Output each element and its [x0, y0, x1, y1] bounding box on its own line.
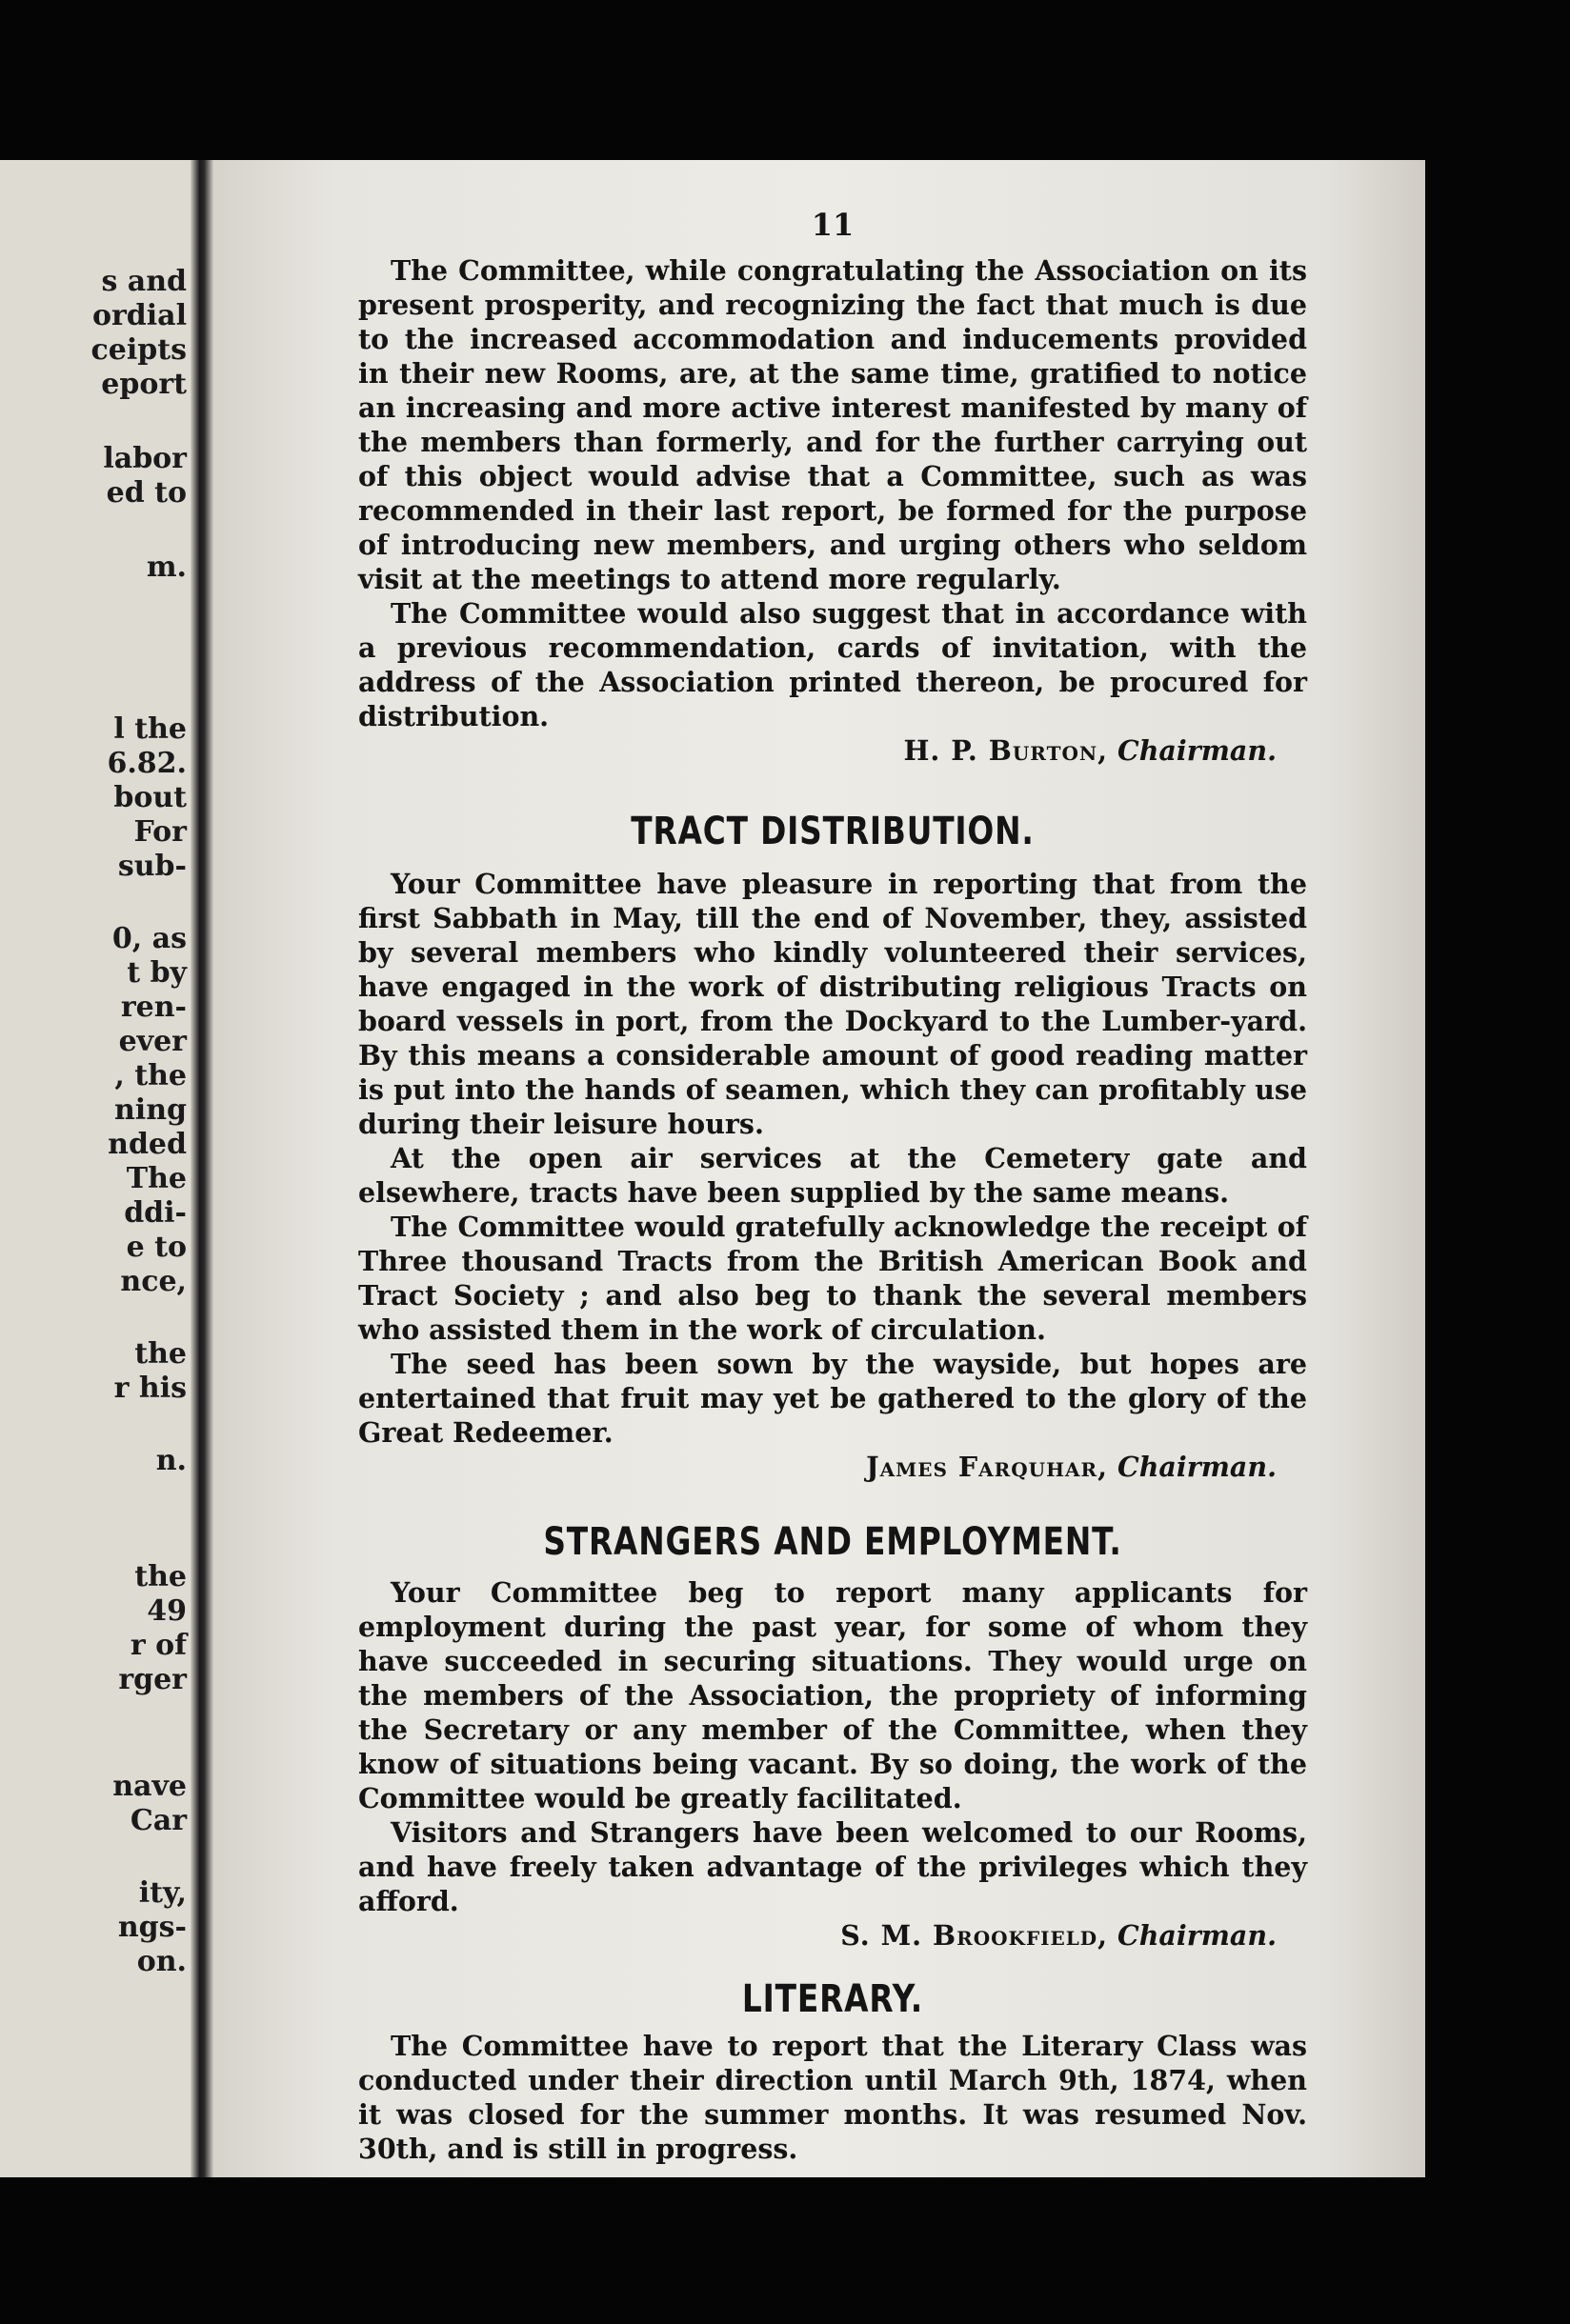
- left-page-text-fragment: t by: [127, 956, 187, 990]
- left-page-text-fragment: , the: [114, 1059, 187, 1092]
- left-page-text-fragment: r of: [130, 1629, 187, 1662]
- left-page-text-fragment: l the: [113, 712, 187, 746]
- tract-paragraph-4: The seed has been sown by the wayside, but hopes are entertained that fruit may yet be gathered to the glory of the Great Redeemer.: [358, 1348, 1307, 1449]
- section-heading: TRACT DISTRIBUTION.: [631, 810, 1035, 853]
- left-page-text-fragment: the: [134, 1337, 187, 1371]
- page-content: [358, 196, 1307, 2166]
- left-page-text-fragment: nce,: [120, 1265, 187, 1298]
- left-page-text-fragment: eport: [101, 368, 187, 401]
- left-page-text-fragment: Car: [130, 1804, 187, 1837]
- left-page-text-fragment: rger: [118, 1663, 187, 1696]
- strangers-signature: [358, 1918, 1307, 1953]
- left-page-text-fragment: nave: [112, 1770, 187, 1803]
- signature-name: James Farquhar,: [866, 1451, 1109, 1483]
- strangers-section: [358, 1520, 1307, 1953]
- signature-title: Chairman.: [1117, 734, 1277, 767]
- signature-title: Chairman.: [1117, 1451, 1277, 1483]
- signature-name: S. M. Brookfield,: [840, 1919, 1109, 1952]
- section-heading: LITERARY.: [741, 1977, 924, 2021]
- left-page-text-fragment: the: [134, 1560, 187, 1593]
- left-page-text-fragment: labor: [103, 442, 187, 475]
- left-page-text-fragment: e to: [126, 1231, 187, 1264]
- left-page-text-fragment: ddi-: [124, 1196, 187, 1230]
- left-page-text-fragment: ceipts: [91, 333, 187, 367]
- left-page-fragment: [0, 160, 198, 2177]
- tract-paragraph-1: Your Committee have pleasure in reporting that from the first Sabbath in May, till the end of November, they, assisted by several members who kindly volunteered their services, have engaged in the work of distributing religious Tracts on board vessels in port, from the Dockyard to the Lumber-yard. By this means a considerable amount of good reading matter is put into the hands of seamen, which they can profitably use during their leisure hours.: [358, 868, 1307, 1140]
- left-page-text-fragment: ren-: [120, 991, 187, 1024]
- tract-paragraph-3: The Committee would gratefully acknowledge the receipt of Three thousand Tracts from the British American Book and Tract Society ; and also beg to thank the several members who assisted them in the work of circulation.: [358, 1211, 1307, 1346]
- literary-paragraph-1: The Committee have to report that the Literary Class was conducted under their direction until March 9th, 1874, when it was closed for the summer months. It was resumed Nov. 30th, and is still in progress.: [358, 2030, 1307, 2165]
- left-page-text-fragment: n.: [155, 1444, 187, 1477]
- left-page-text-fragment: s and: [101, 265, 187, 298]
- intro-signature: [358, 733, 1307, 768]
- left-page-text-fragment: For: [133, 815, 187, 849]
- left-page-text-fragment: 0, as: [111, 922, 187, 955]
- left-page-text-fragment: r his: [113, 1372, 187, 1405]
- left-page-text-fragment: 49: [147, 1594, 187, 1628]
- left-page-text-fragment: ning: [114, 1093, 187, 1127]
- left-page-text-fragment: ity,: [138, 1876, 187, 1910]
- left-page-text-fragment: bout: [113, 781, 187, 814]
- left-page-text-fragment: The: [126, 1162, 187, 1195]
- tract-signature: [358, 1450, 1307, 1484]
- section-heading: STRANGERS AND EMPLOYMENT.: [543, 1520, 1122, 1564]
- book-gutter: [191, 160, 213, 2177]
- left-page-text-fragment: ever: [118, 1025, 187, 1058]
- tract-paragraph-2: At the open air services at the Cemetery gate and elsewhere, tracts have been supplied by the same means.: [358, 1142, 1307, 1209]
- left-page-text-fragment: m.: [146, 551, 187, 584]
- strangers-paragraph-2: Visitors and Strangers have been welcomed to our Rooms, and have freely taken advantage of the privileges which they afford.: [358, 1816, 1307, 1917]
- intro-paragraph-1: The Committee, while congratulating the Association on its present prosperity, and recognizing the fact that much is due to the increased accommodation and inducements provided in their new Rooms, are, at the same time, gratified to notice an increasing and more active interest manifested by many of the members than formerly, and for the further carrying out of this object would advise that a Committee, such as was recommended in their last report, be formed for the purpose of introducing new members, and urging others who seldom visit at the meetings to attend more regularly.: [358, 254, 1307, 595]
- signature-title: Chairman.: [1117, 1919, 1277, 1952]
- page-number: 11: [811, 207, 855, 243]
- left-page-text-fragment: 6.82.: [107, 747, 187, 780]
- tract-section: [358, 810, 1307, 1484]
- left-page-text-fragment: ed to: [106, 476, 187, 510]
- intro-paragraph-2: The Committee would also suggest that in accordance with a previous recommendation, cards of invitation, with the address of the Association printed thereon, be procured for distribution.: [358, 597, 1307, 732]
- intro-section: [358, 253, 1307, 768]
- left-page-text-fragment: nded: [108, 1128, 187, 1161]
- strangers-paragraph-1: Your Committee beg to report many applicants for employment during the past year, for some of whom they have succeeded in securing situations. They would urge on the members of the Association, the propriety of informing the Secretary or any member of the Committee, when they know of situations being vacant. By so doing, the work of the Committee would be greatly facilitated.: [358, 1576, 1307, 1814]
- left-page-text-fragment: ordial: [91, 299, 187, 332]
- signature-name: H. P. Burton,: [903, 734, 1109, 767]
- left-page-text-fragment: on.: [136, 1945, 187, 1978]
- left-page-text-fragment: ngs-: [117, 1911, 187, 1944]
- left-page-text-fragment: sub-: [117, 850, 187, 883]
- book-page: [213, 160, 1425, 2177]
- literary-section: [358, 1977, 1307, 2166]
